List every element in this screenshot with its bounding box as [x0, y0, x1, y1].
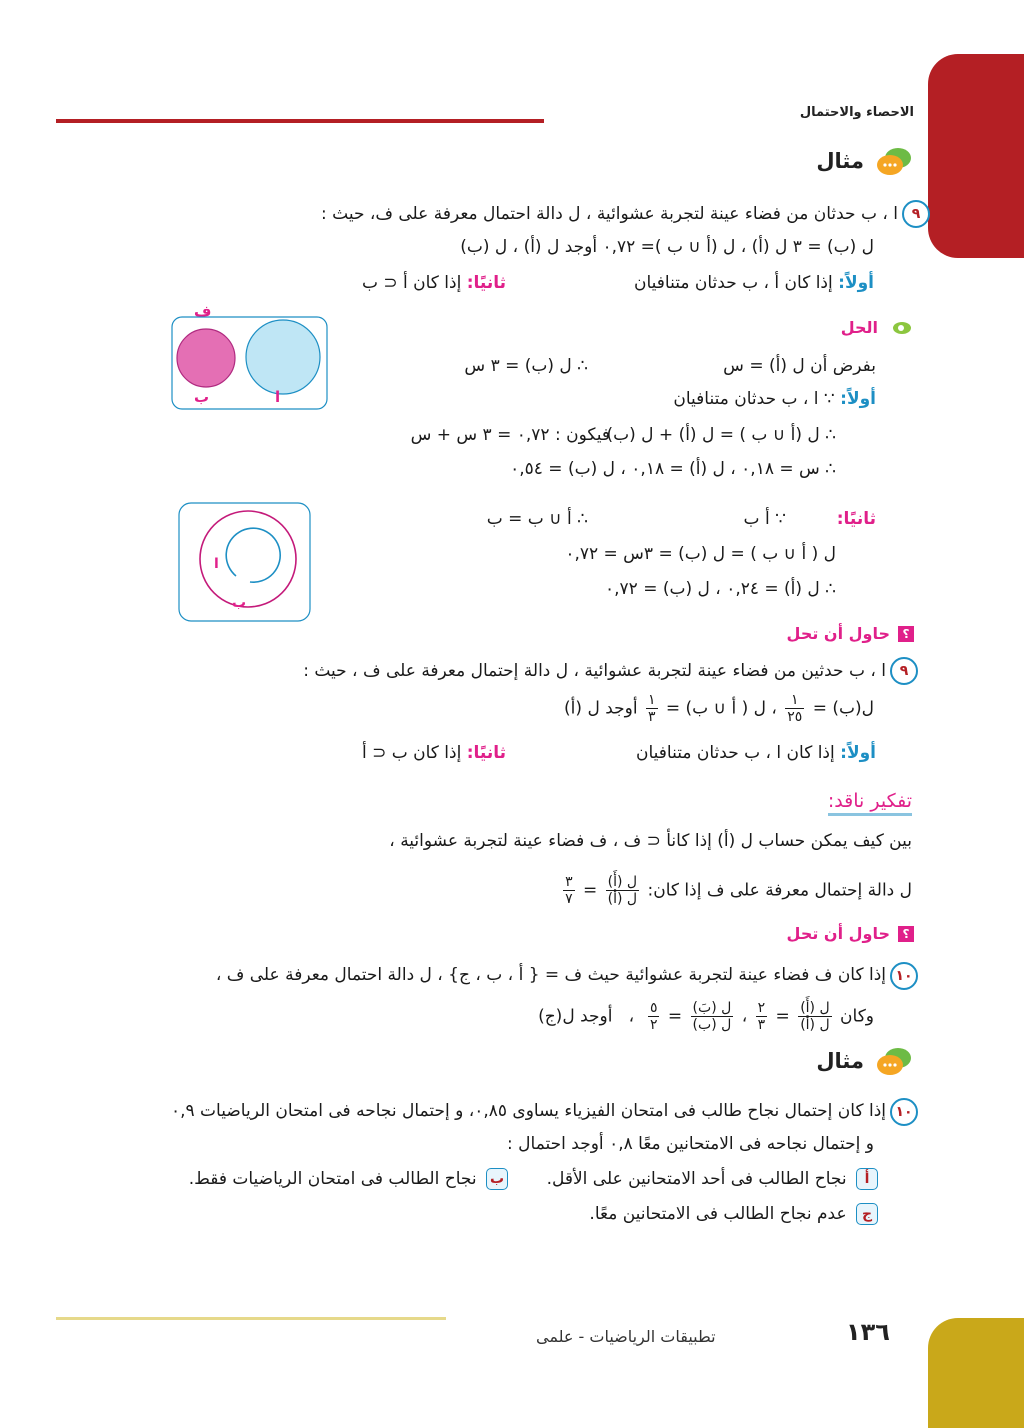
solution-line: فيكون : ٠,٧٢ = ٣ س + س: [410, 425, 610, 445]
critical-thinking-label: تفكير ناقد:: [828, 790, 912, 812]
example-heading: مثال: [816, 149, 864, 173]
exercise-number: ١٠: [890, 1098, 918, 1126]
try-it-label: حاول أن تحل: [786, 924, 890, 943]
example-line: إذا كان إحتمال نجاح طالب فى امتحان الفيزياء يساوى ٠,٨٥، و إحتمال نجاحه فى امتحان الرياضيات ٠,٩: [170, 1101, 886, 1121]
solution-line: [673, 388, 876, 410]
try-it-label: حاول أن تحل: [786, 624, 890, 643]
set-b-label: ب: [232, 595, 247, 611]
page-number: ١٣٦: [846, 1318, 890, 1346]
solution-line: بفرض أن ل (أ) = س: [723, 356, 876, 376]
critical-line: ل دالة إحتمال معرفة على ف إذا كان: $\frac{\text{ل (أَ)}}{\text{ل (أ)}}$ = $\frac{٣}{٧}$: [565, 874, 912, 907]
solution-label: الحل: [840, 318, 878, 337]
exercise-line: وكان $\frac{\text{ل (أَ)}}{\text{ل (أ)}}$ = $\frac{٢}{٣}$ ، $\frac{\text{ل (بَ)}}{\text{ل (ب)}}$ = $\frac{٥}{٢}$ ، أوجد ل(ج): [538, 1000, 874, 1033]
example-line: و إحتمال نجاحه فى الامتحانين معًا ٠,٨ أوجد احتمال :: [507, 1134, 874, 1154]
example-heading: مثال: [816, 1049, 864, 1073]
exercise-number: ٩: [902, 200, 930, 228]
example-part-b: ب نجاح الطالب فى امتحان الرياضيات فقط.: [189, 1168, 508, 1190]
part-label: ثانيًا:: [466, 273, 506, 293]
example-part-first: [634, 272, 874, 294]
set-a-label: ا: [214, 556, 219, 572]
exercise-number: ٩: [890, 657, 918, 685]
exercise-line: ا ، ب حدثين من فضاء عينة لتجربة عشوائية ، ل دالة إحتمال معرفة على ف ، حيث :: [303, 661, 886, 681]
fraction: $\frac{\text{ل (بَ)}}{\text{ل (ب)}}$: [692, 1000, 732, 1033]
solution-icon: [893, 322, 911, 334]
solution-line: [744, 508, 876, 530]
fraction: $\frac{\text{ل (أَ)}}{\text{ل (أ)}}$: [607, 874, 638, 907]
exercise-part-first: أولاً: إذا كان ا ، ب حدثان متنافيان: [636, 743, 876, 763]
exercise-line: إذا كان ف فضاء عينة لتجربة عشوائية حيث ف = { أ ، ب ، ج} ، ل دالة احتمال معرفة على ف ،: [215, 965, 886, 985]
header-rule: [56, 119, 544, 123]
example-part-second: [362, 272, 506, 294]
critical-line: بين كيف يمكن حساب ل (أ) إذا كانأ ⊂ ف ، ف فضاء عينة لتجربة عشوائية ،: [389, 831, 912, 851]
exercise-line: ل(ب) = $\frac{١}{٢٥}$ ، ل ( أ ∪ ب) = $\frac{١}{٣}$ أوجد ل (أ): [564, 692, 874, 725]
solution-line: ∴ ل (ب) = ٣ س: [464, 356, 588, 376]
fraction: $\frac{\text{ل (أَ)}}{\text{ل (أ)}}$: [800, 1000, 830, 1033]
example-part-c: ج عدم نجاح الطالب فى الامتحانين معًا.: [589, 1203, 878, 1225]
solution-line: ∴ س = ٠,١٨ ، ل (أ) = ٠,١٨ ، ل (ب) = ٠,٥٤: [510, 459, 836, 479]
exercise-number: ١٠: [890, 962, 918, 990]
footer-rule: [56, 1317, 446, 1320]
fraction: $\frac{٥}{٢}$: [649, 1000, 658, 1033]
set-a-label: ا: [275, 388, 281, 406]
part-label: أولاً:: [838, 273, 874, 293]
part-label: ثانيًا:: [836, 509, 876, 529]
example-line: ل (ب) = ٣ ل (أ) ، ل (أ ∪ ب )= ٠,٧٢ أوجد ل (أ) ، ل (ب): [460, 237, 874, 257]
try-it-icon: ؟: [898, 626, 914, 642]
chapter-tab: [928, 54, 1024, 258]
part-letter: ب: [486, 1168, 508, 1190]
chapter-title: الاحصاء والاحتمال: [799, 105, 914, 120]
fraction: $\frac{٣}{٧}$: [565, 874, 573, 907]
exercise-part-second: ثانيًا: إذا كان ب ⊂ أ: [361, 743, 506, 763]
solution-text: ∵ أ ب: [743, 509, 786, 529]
fraction: $\frac{١}{٢٥}$: [787, 692, 803, 725]
footer-tab: [928, 1318, 1024, 1428]
sample-space-label: ف: [194, 302, 212, 320]
example-part-a: أ نجاح الطالب فى أحد الامتحانين على الأقل.: [547, 1168, 878, 1190]
part-letter: ج: [856, 1203, 878, 1225]
chat-bubble-icon: [874, 1047, 912, 1075]
solution-line: ل ( أ ∪ ب ) = ل (ب) = ٣س = ٠,٧٢: [565, 544, 836, 564]
solution-line: ∴ ل (أ) = ٠,٢٤ ، ل (ب) = ٠,٧٢: [605, 579, 836, 599]
fraction: $\frac{٢}{٣}$: [757, 1000, 766, 1033]
solution-text: ∵ ا ، ب حدثان متنافيان: [673, 389, 835, 409]
part-letter: أ: [856, 1168, 878, 1190]
fraction: $\frac{١}{٣}$: [647, 692, 656, 725]
chat-bubble-icon: [874, 147, 912, 175]
part-label: أولاً:: [840, 389, 876, 409]
set-b-label: ب: [194, 388, 210, 406]
part-text: إذا كان أ ، ب حدثان متنافيان: [634, 273, 833, 293]
solution-line: ∴ أ ∪ ب = ب: [486, 509, 588, 529]
book-title: تطبيقات الرياضيات - علمى: [536, 1327, 716, 1346]
try-it-icon: ؟: [898, 926, 914, 942]
example-line: ا ، ب حدثان من فضاء عينة لتجربة عشوائية ، ل دالة احتمال معرفة على ف، حيث :: [321, 204, 898, 224]
part-text: إذا كان أ ⊂ ب: [361, 273, 462, 293]
solution-line: ∴ ل (أ ∪ ب ) = ل (أ) + ل (ب): [606, 425, 836, 445]
